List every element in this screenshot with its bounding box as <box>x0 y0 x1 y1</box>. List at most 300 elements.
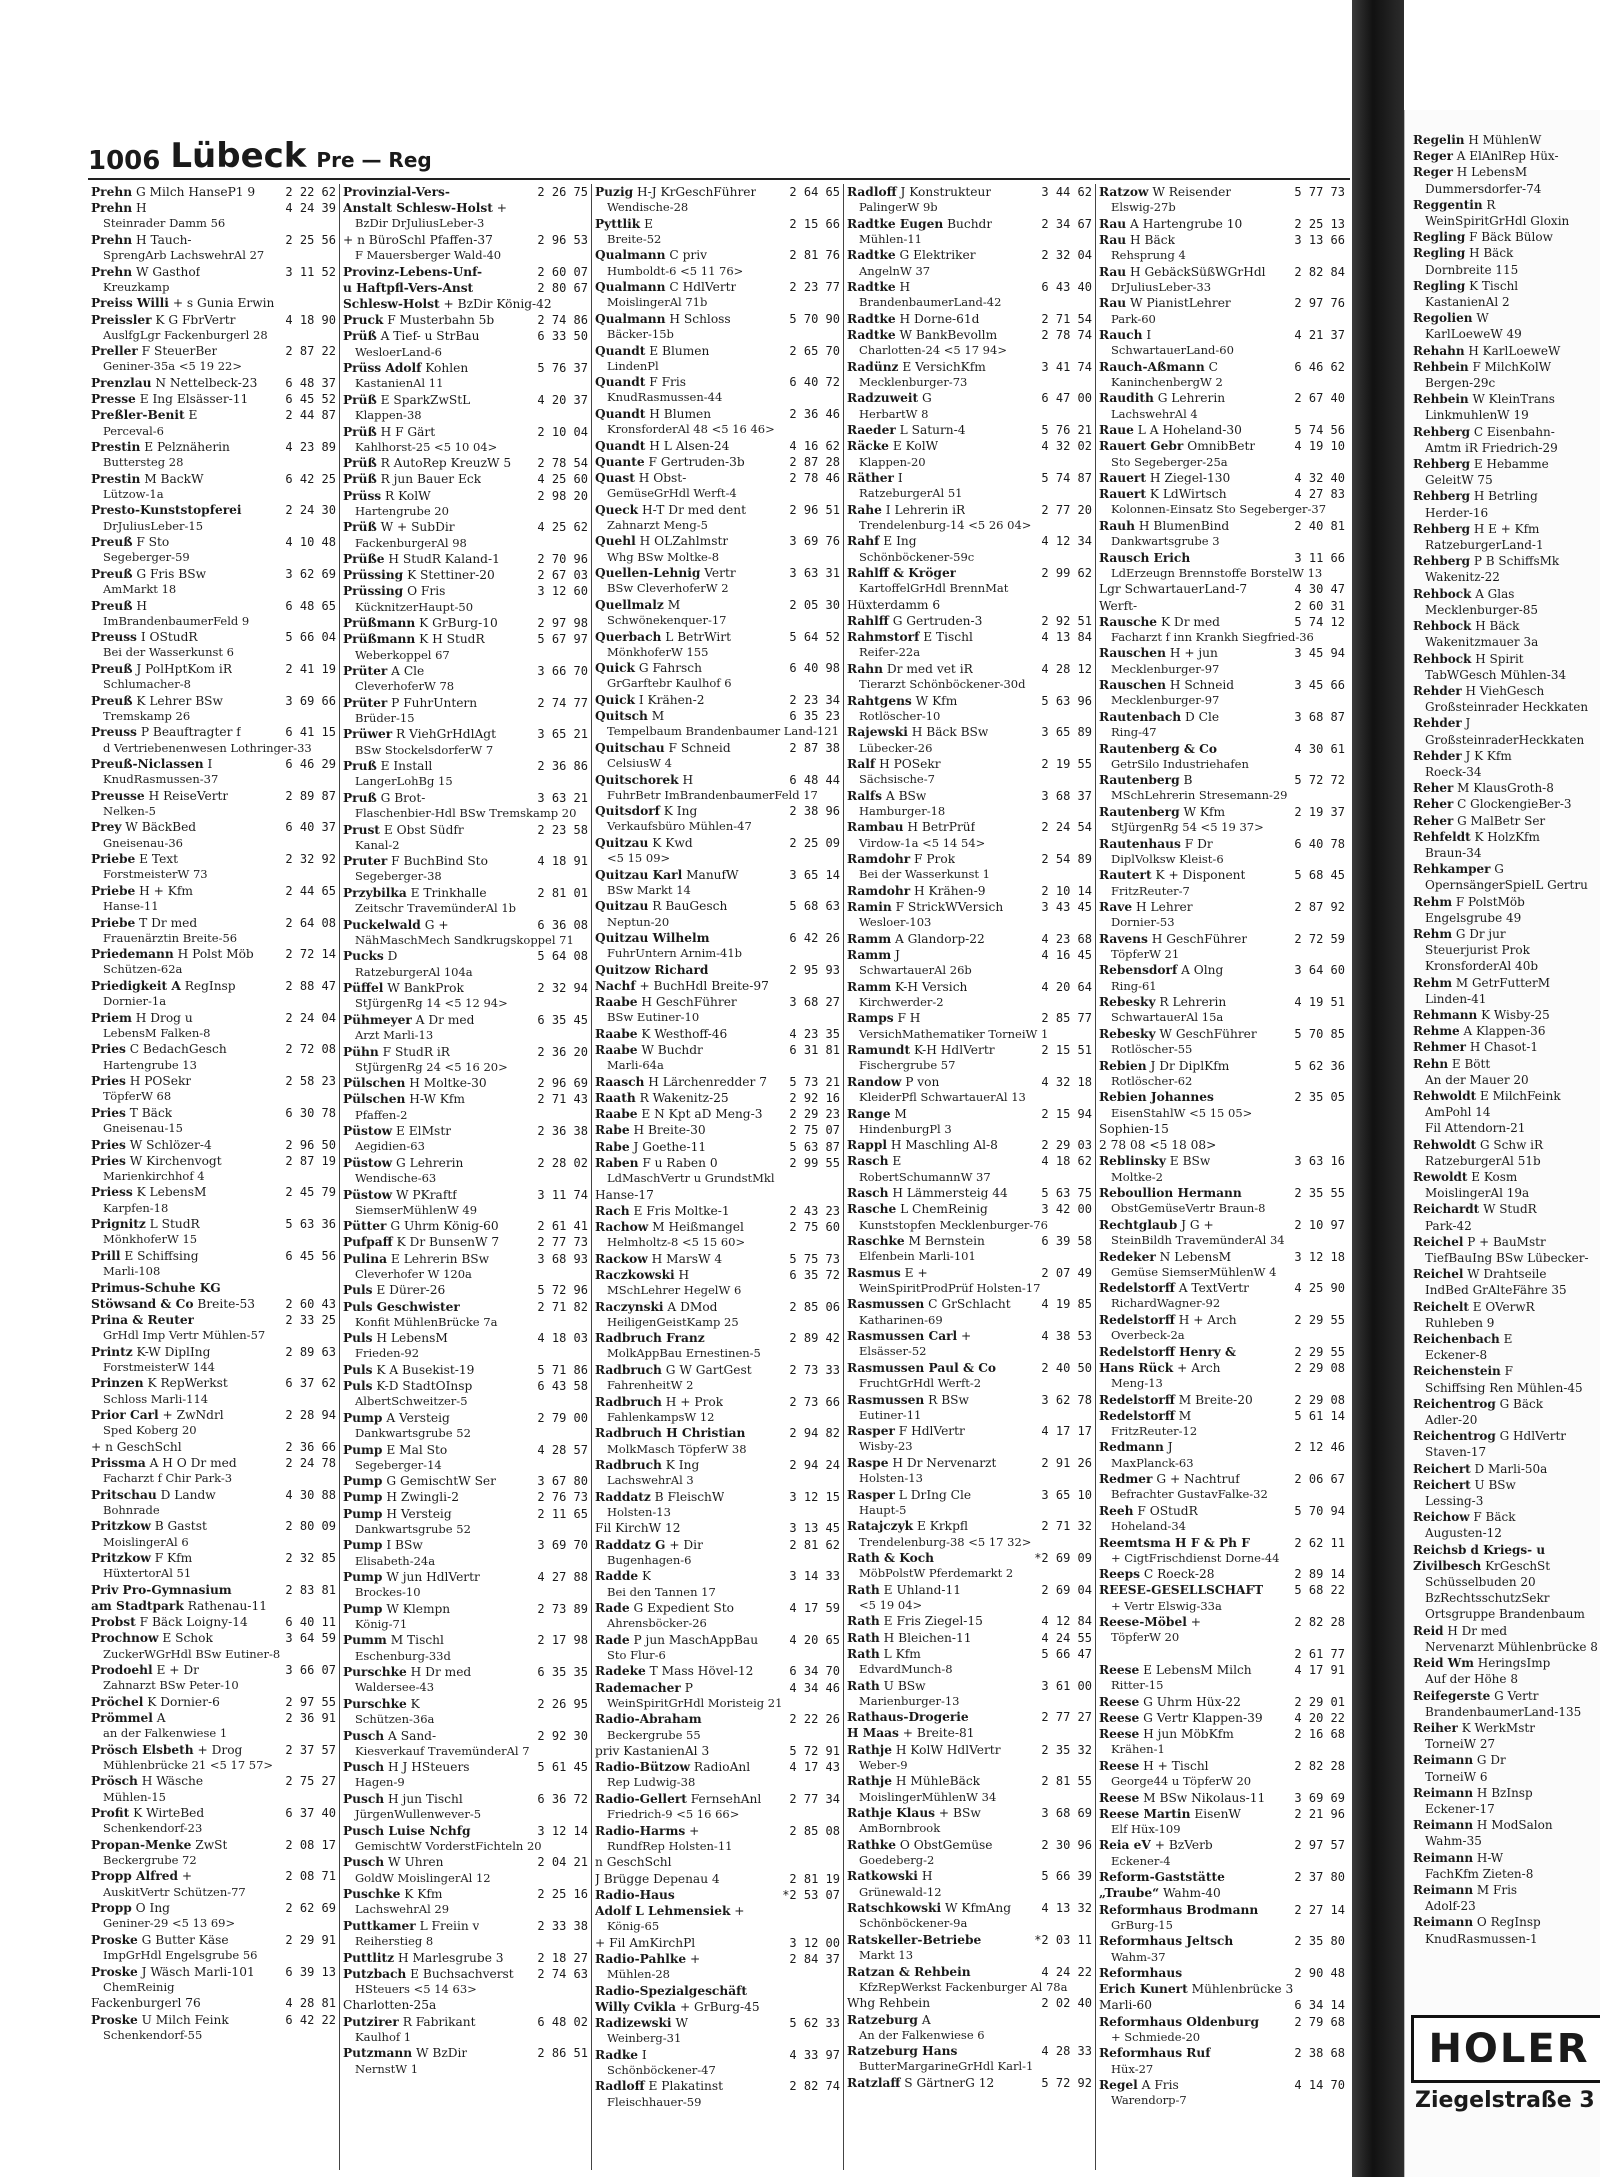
entry-address: Reiherstieg 8 <box>355 1934 434 1948</box>
next-page-entry <box>1405 667 1600 683</box>
next-page-entry <box>1405 197 1600 213</box>
next-page-details: Roeck-34 <box>1425 764 1482 779</box>
entry-name <box>847 1868 932 1884</box>
entry-name <box>91 1932 229 1948</box>
entry-address: Virdow-1a <5 14 54> <box>859 835 986 850</box>
entry-surname: Priv Pro-Gymnasium <box>91 1582 232 1597</box>
entry-surname: Reese <box>1099 1694 1140 1709</box>
directory-entry <box>1099 1837 1345 1853</box>
entry-details: R Wakenitz-25 <box>639 1091 729 1105</box>
entry-address: Geniner-29 <5 13 69> <box>103 1916 236 1931</box>
entry-surname: Radio-Spezialgeschäft <box>595 1983 747 1998</box>
next-page-details: W KleinTrans <box>1472 392 1555 407</box>
entry-name <box>595 502 746 518</box>
entry-surname: Rappl <box>847 1138 887 1153</box>
next-page-details: E Kosm <box>1471 1170 1518 1184</box>
entry-surname: Prinzen <box>91 1376 144 1391</box>
entry-details: H Ziegel-130 <box>1149 471 1231 486</box>
entry-name <box>847 693 957 709</box>
directory-entry <box>91 566 336 582</box>
next-page-surname: Reimann <box>1413 1850 1474 1865</box>
next-page-details: Wakenitz-22 <box>1425 570 1500 585</box>
entry-name <box>343 567 495 583</box>
entry-address: Lützow-1a <box>103 486 164 501</box>
entry-phone: 4 17 59 <box>789 1601 840 1616</box>
directory-entry <box>343 1601 588 1617</box>
entry-phone: 3 69 66 <box>285 693 336 708</box>
directory-entry <box>847 502 1092 518</box>
directory-entry <box>595 1854 840 1870</box>
directory-column-4 <box>844 184 1096 2170</box>
entry-details: E BSw <box>1169 1154 1211 1169</box>
entry-details: E Krkpfl <box>916 1519 969 1534</box>
entry-surname: Rasper <box>847 1424 895 1439</box>
entry-details: H MühleBäck <box>895 1774 981 1789</box>
entry-address: Flaschenbier-Hdl BSw Tremskamp 20 <box>355 806 577 821</box>
entry-surname: Puttlitz <box>343 1950 395 1965</box>
directory-entry <box>1099 1312 1345 1328</box>
entry-surname: Ralf <box>847 757 876 772</box>
next-page-entry <box>1405 1639 1600 1655</box>
entry-phone: 2 15 94 <box>1041 1106 1092 1121</box>
entry-phone: 2 84 37 <box>789 1951 840 1966</box>
entry-details: A Olng <box>1181 963 1224 978</box>
entry-address: Rotlöscher-55 <box>1111 1042 1193 1057</box>
directory-entry <box>595 1203 840 1219</box>
next-page-details: Dummersdorfer-74 <box>1425 181 1542 196</box>
entry-details: D Cle <box>1185 709 1220 724</box>
entry-details: E Lehrerin BSw <box>390 1251 490 1266</box>
entry-details: W Klempn <box>386 1601 451 1616</box>
directory-page <box>88 100 1350 2170</box>
next-page-entry <box>1405 715 1600 731</box>
directory-entry <box>595 1983 840 1999</box>
next-page-surname: Reher <box>1413 781 1454 796</box>
entry-surname: Qualmann <box>595 311 666 326</box>
entry-name <box>1099 709 1219 725</box>
directory-entry <box>847 1725 1092 1741</box>
entry-name <box>595 629 731 645</box>
next-page-details: K Tischl <box>1469 278 1519 293</box>
entry-name <box>847 390 932 406</box>
next-page-details: MoislingerAl 19a <box>1425 1186 1530 1201</box>
entry-name <box>91 788 228 804</box>
next-page-details: Amtm iR Friedrich-29 <box>1425 440 1558 455</box>
entry-phone: 2 75 07 <box>789 1123 840 1138</box>
entry-surname: Prehn <box>91 201 133 216</box>
entry-surname: Priem <box>91 1010 132 1025</box>
entry-address: Eckener-4 <box>1111 1853 1171 1868</box>
directory-entry <box>343 1187 588 1203</box>
directory-entry <box>595 470 840 486</box>
entry-surname: Puschke <box>343 1887 401 1902</box>
entry-details: + BzVerb <box>1154 1838 1213 1853</box>
entry-details: + <box>734 1904 745 1918</box>
entry-details: U Milch Feink <box>141 2012 229 2027</box>
entry-details: A Dr med <box>415 1012 475 1027</box>
entry-name <box>343 424 435 440</box>
entry-address: Zahnarzt BSw Peter-10 <box>103 1678 239 1693</box>
entry-phone: 2 97 57 <box>1294 1838 1345 1853</box>
entry-name <box>343 1966 514 1982</box>
entry-details: K Kwd <box>652 835 693 850</box>
entry-details: + Breite-81 <box>902 1726 975 1741</box>
entry-name <box>343 1759 470 1775</box>
directory-entry <box>1099 614 1345 630</box>
entry-address: Schwönekenquer-17 <box>607 613 727 628</box>
entry-phone: 2 96 53 <box>537 232 588 247</box>
entry-address: Mecklenburger-97 <box>1111 693 1220 708</box>
directory-entry <box>1099 1089 1345 1105</box>
entry-details: E Ing Elsässer-11 <box>139 392 249 407</box>
entry-details: FernsehAnl <box>690 1791 762 1806</box>
entry-name <box>1099 836 1213 852</box>
next-page-surname: Reichentrog <box>1413 1429 1496 1444</box>
entry-name <box>595 1871 720 1887</box>
entry-address: Whg BSw Moltke-8 <box>607 549 720 564</box>
entry-name <box>91 1137 212 1153</box>
entry-surname: Preuß <box>91 598 133 613</box>
entry-name <box>343 1997 436 2013</box>
directory-entry <box>595 1759 840 1775</box>
entry-details: + n GeschSchl <box>91 1439 182 1454</box>
entry-phone: 5 63 87 <box>789 1139 840 1154</box>
next-page-surname: Reichenbach <box>1413 1332 1500 1347</box>
entry-surname: Preuss <box>91 725 137 740</box>
entry-surname: Preßler-Benit <box>91 408 185 423</box>
entry-address: Cleverhofer W 120a <box>355 1266 472 1281</box>
entry-surname: Querbach <box>595 629 662 644</box>
entry-address: EdvardMunch-8 <box>859 1662 953 1677</box>
entry-details: K LebensM <box>136 1185 207 1200</box>
entry-address: HerbartW 8 <box>859 406 929 421</box>
entry-phone: 2 12 46 <box>1294 1440 1345 1455</box>
entry-surname: Prill <box>91 1248 121 1263</box>
next-page-entry <box>1405 1542 1600 1558</box>
next-page-surname: Reifegerste <box>1413 1688 1491 1703</box>
entry-phone: 2 85 77 <box>1041 1011 1092 1026</box>
entry-address: Bei den Tannen 17 <box>607 1584 716 1599</box>
directory-entry <box>91 1184 336 1200</box>
entry-address: Meng-13 <box>1111 1376 1163 1391</box>
directory-entry <box>1099 598 1345 614</box>
next-page-details: KarlLoeweW 49 <box>1425 327 1522 342</box>
entry-name <box>343 980 464 996</box>
directory-entry <box>1099 470 1345 486</box>
entry-details: A Cle <box>391 664 425 679</box>
entry-surname: Rath & Koch <box>847 1551 935 1566</box>
entry-details: F Bäck Loigny-14 <box>139 1615 248 1630</box>
entry-surname: Raben <box>595 1155 639 1170</box>
directory-entry <box>343 1696 588 1712</box>
entry-phone: 2 64 65 <box>789 185 840 199</box>
entry-details: F Gertruden-3b <box>648 454 745 469</box>
entry-phone: 4 19 51 <box>1294 995 1345 1010</box>
directory-entry <box>91 1487 336 1503</box>
entry-details: H Dorne-61d <box>899 311 980 326</box>
next-page-details: E MilchFeink <box>1480 1088 1561 1103</box>
entry-name <box>1099 614 1220 630</box>
entry-surname: Raddatz <box>595 1489 651 1504</box>
entry-surname: Pump <box>343 1442 383 1457</box>
directory-entry <box>847 247 1092 263</box>
entry-name <box>595 216 653 232</box>
entry-phone: 2 35 55 <box>1294 1186 1345 1201</box>
next-page-details: Schiffsing Ren Mühlen-45 <box>1425 1380 1583 1395</box>
entry-phone: 2 15 66 <box>789 216 840 231</box>
entry-surname: Reeh <box>1099 1503 1134 1518</box>
next-page-entry <box>1405 1428 1600 1444</box>
entry-phone: 2 37 80 <box>1294 1870 1345 1885</box>
entry-surname: Quellen-Lehnig <box>595 566 701 581</box>
holer-advert-street: Ziegelstraße 3 <box>1415 2088 1595 2113</box>
directory-entry <box>847 2043 1092 2059</box>
directory-entry <box>595 898 840 914</box>
entry-phone: 2 10 14 <box>1041 883 1092 898</box>
entry-details: H ReiseVertr <box>148 788 229 803</box>
entry-address: Frieden-92 <box>355 1346 420 1361</box>
next-page-entry <box>1405 1347 1600 1363</box>
entry-address: VersichMathematiker TorneiW 1 <box>859 1026 1049 1041</box>
entry-surname: Raasch <box>595 1074 645 1089</box>
entry-address: MoislingerMühlenW 34 <box>859 1789 997 1804</box>
entry-surname: Prüß <box>343 456 377 471</box>
entry-address: Gneisenau-36 <box>103 835 183 850</box>
entry-address: StJürgenRg 14 <5 12 94> <box>355 996 508 1011</box>
directory-column-3 <box>592 184 844 2170</box>
directory-entry <box>343 758 588 774</box>
entry-details: W Schlözer-4 <box>129 1137 212 1152</box>
entry-details: F u Raben 0 <box>642 1155 718 1170</box>
entry-address: AuskitVertr Schützen-77 <box>103 1884 246 1899</box>
entry-details: A Tief- u StrBau <box>380 329 480 344</box>
entry-name <box>1099 1471 1240 1487</box>
entry-details: + s Gunia Erwin <box>172 296 275 311</box>
entry-surname: Raabe <box>595 995 638 1010</box>
entry-address: Eutiner-11 <box>859 1407 922 1422</box>
entry-address: Hanse-11 <box>103 899 159 914</box>
directory-entry <box>847 1137 1092 1153</box>
directory-entry <box>91 1710 336 1726</box>
next-page-surname: Reichsb d Kriegs- u <box>1413 1542 1546 1557</box>
directory-entry <box>91 1995 336 2011</box>
entry-details: Mühlenbrücke 3 <box>1191 1982 1294 1997</box>
entry-details: J Wäsch Marli-101 <box>141 1964 255 1979</box>
entry-details: G Brot- <box>380 790 426 805</box>
entry-name <box>847 1487 971 1503</box>
entry-name <box>595 470 686 486</box>
entry-name <box>1099 1535 1250 1551</box>
entry-phone: 4 13 32 <box>1041 1901 1092 1916</box>
directory-entry <box>343 1997 588 2013</box>
entry-surname: Rahmstorf <box>847 630 920 645</box>
next-page-entry <box>1405 1769 1600 1785</box>
entry-name <box>847 724 988 740</box>
entry-surname: Priedemann <box>91 947 174 962</box>
directory-entry <box>343 1012 588 1028</box>
entry-details: H <box>136 598 147 613</box>
entry-phone: 3 61 00 <box>1041 1678 1092 1693</box>
entry-name <box>343 885 487 901</box>
entry-phone: 5 64 08 <box>537 949 588 964</box>
directory-entry <box>847 724 1092 740</box>
entry-phone: 6 37 62 <box>285 1376 336 1391</box>
entry-address: RobertSchumannW 37 <box>859 1169 991 1184</box>
entry-name <box>847 1837 993 1853</box>
entry-name <box>595 962 708 978</box>
entry-details: A Fris <box>1141 2078 1179 2093</box>
next-page-surname: Reimann <box>1413 1818 1474 1833</box>
entry-details: W BäckBed <box>125 820 197 835</box>
entry-address: Brüder-15 <box>355 710 415 725</box>
directory-entry <box>1099 1997 1345 2013</box>
entry-address: AuslfgLgr Fackenburgerl 28 <box>103 327 268 342</box>
entry-name <box>847 1137 998 1153</box>
entry-name <box>847 1613 983 1629</box>
directory-entry <box>343 1330 588 1346</box>
entry-surname: Prüß <box>343 472 377 487</box>
entry-phone: 2 87 22 <box>285 344 336 359</box>
directory-entry <box>1099 677 1345 693</box>
entry-surname: Przybilka <box>343 885 407 900</box>
entry-phone: 5 62 36 <box>1294 1058 1345 1073</box>
next-page-entry <box>1405 1444 1600 1460</box>
entry-details: I BSw <box>386 1538 423 1553</box>
entry-name <box>1099 1582 1263 1598</box>
entry-details: H Krähen-9 <box>914 883 986 898</box>
entry-surname: Redelstorff <box>1099 1408 1175 1423</box>
entry-phone: 4 17 91 <box>1294 1663 1345 1678</box>
next-page-details: KnudRasmussen-1 <box>1425 1931 1538 1946</box>
entry-phone: 2 36 66 <box>285 1439 336 1454</box>
directory-entry <box>1099 518 1345 534</box>
entry-details: H Wäsche <box>141 1774 204 1789</box>
entry-surname: Reese <box>1099 1727 1140 1742</box>
entry-name <box>847 1582 961 1598</box>
directory-entry <box>847 1630 1092 1646</box>
entry-phone: 2 81 62 <box>789 1537 840 1552</box>
entry-phone: 2 76 73 <box>537 1490 588 1505</box>
entry-phone: 2 82 28 <box>1294 1758 1345 1773</box>
entry-details: H OLZahlmstr <box>639 534 729 549</box>
next-page-surname: Reichert <box>1413 1477 1471 1492</box>
directory-entry <box>343 1282 588 1298</box>
next-page-details: H ViehGesch <box>1465 683 1545 698</box>
next-page-details: P + BauMstr <box>1467 1234 1546 1249</box>
entry-address: SchwartauerLand-60 <box>1111 343 1234 358</box>
directory-entry <box>847 438 1092 454</box>
entry-phone: 6 36 08 <box>537 917 588 932</box>
entry-name <box>91 1710 166 1726</box>
next-page-surname: Reimann <box>1413 1882 1474 1897</box>
entry-name <box>595 1537 703 1553</box>
next-page-entry <box>1405 1574 1600 1590</box>
next-page-details: Großsteinrader Heckkaten <box>1425 700 1589 715</box>
entry-surname: Proske <box>91 1964 138 1979</box>
entry-surname: Rasmussen <box>847 1297 925 1312</box>
directory-entry <box>847 1805 1092 1821</box>
entry-surname: Rasmussen Paul & Co <box>847 1360 997 1375</box>
entry-phone: 3 69 70 <box>537 1538 588 1553</box>
entry-address: Marli-108 <box>103 1264 161 1279</box>
entry-address: Wahm-37 <box>1111 1949 1166 1964</box>
entry-address: Konfit MühlenBrücke 7a <box>355 1314 498 1329</box>
entry-phone: 3 13 45 <box>789 1521 840 1536</box>
entry-address: SchwartauerAl 26b <box>859 963 972 978</box>
entry-details: H BlumenBind <box>1138 518 1230 533</box>
directory-entry <box>595 1711 840 1727</box>
directory-entry <box>847 311 1092 327</box>
entry-phone: 2 32 94 <box>537 981 588 996</box>
next-page-details: O RegInsp <box>1476 1915 1541 1930</box>
entry-surname: Ratkowski <box>847 1869 918 1884</box>
directory-entry <box>595 1823 840 1839</box>
entry-details: + n BüroSchl Pfaffen-37 <box>343 232 493 247</box>
next-page-details: Nervenarzt Mühlenbrücke 8 <box>1425 1639 1598 1654</box>
entry-details: + <box>496 201 507 216</box>
entry-surname: Quast <box>595 471 635 486</box>
directory-entry <box>847 2012 1092 2028</box>
entry-name <box>595 803 697 819</box>
entry-surname: Ramm <box>847 979 892 994</box>
entry-phone: 2 23 77 <box>789 280 840 295</box>
entry-details: n GeschSchl <box>595 1855 672 1870</box>
directory-entry <box>1099 931 1345 947</box>
entry-details: Hanse-17 <box>595 1187 654 1202</box>
next-page-details: D Marli-50a <box>1474 1461 1548 1476</box>
next-page-details: KastanienAl 2 <box>1425 295 1510 310</box>
entry-name <box>343 1282 445 1298</box>
entry-details: H <box>921 1869 933 1884</box>
entry-phone: 2 81 76 <box>789 248 840 263</box>
next-page-details: U BSw <box>1474 1477 1516 1492</box>
next-page-surname: Reichel <box>1413 1234 1464 1249</box>
entry-address: Park-60 <box>1111 311 1156 326</box>
entry-phone: 2 29 01 <box>1294 1694 1345 1709</box>
entry-name <box>91 1344 210 1360</box>
entry-name <box>343 200 507 216</box>
next-page-details: KrGeschSt <box>1485 1558 1551 1573</box>
entry-surname: Reese <box>1099 1710 1140 1725</box>
entry-name <box>847 1010 920 1026</box>
entry-surname: Rath <box>847 1614 880 1629</box>
entry-name <box>595 660 702 676</box>
directory-entry <box>343 519 588 535</box>
entry-phone: 3 62 69 <box>285 566 336 581</box>
entry-surname: Propp Alfred <box>91 1869 179 1884</box>
entry-surname: Redelstorff <box>1099 1312 1175 1327</box>
entry-phone: 5 74 56 <box>1294 423 1345 438</box>
next-page-details: TorneiW 6 <box>1425 1769 1488 1784</box>
next-page-entry <box>1405 359 1600 375</box>
directory-entry <box>91 1439 336 1455</box>
entry-address: Tempelbaum Brandenbaumer Land-121 <box>607 724 839 739</box>
entry-name <box>1099 1408 1191 1424</box>
entry-address: + Schmiede-20 <box>1111 2029 1201 2044</box>
entry-address: SteinBildh TravemünderAl 34 <box>1111 1233 1285 1248</box>
entry-details: E Uhland-11 <box>883 1582 962 1597</box>
entry-address: Dornier-1a <box>103 994 167 1009</box>
entry-phone: 2 32 92 <box>285 852 336 867</box>
entry-surname: Rach <box>595 1203 630 1218</box>
next-page-surname: Reher <box>1413 797 1454 812</box>
entry-name <box>343 1489 459 1505</box>
entry-surname: Propp <box>91 1901 132 1916</box>
entry-name <box>595 867 739 883</box>
next-page-details: H BzInsp <box>1476 1785 1533 1800</box>
entry-surname: Randow <box>847 1074 902 1089</box>
directory-entry <box>343 583 588 599</box>
